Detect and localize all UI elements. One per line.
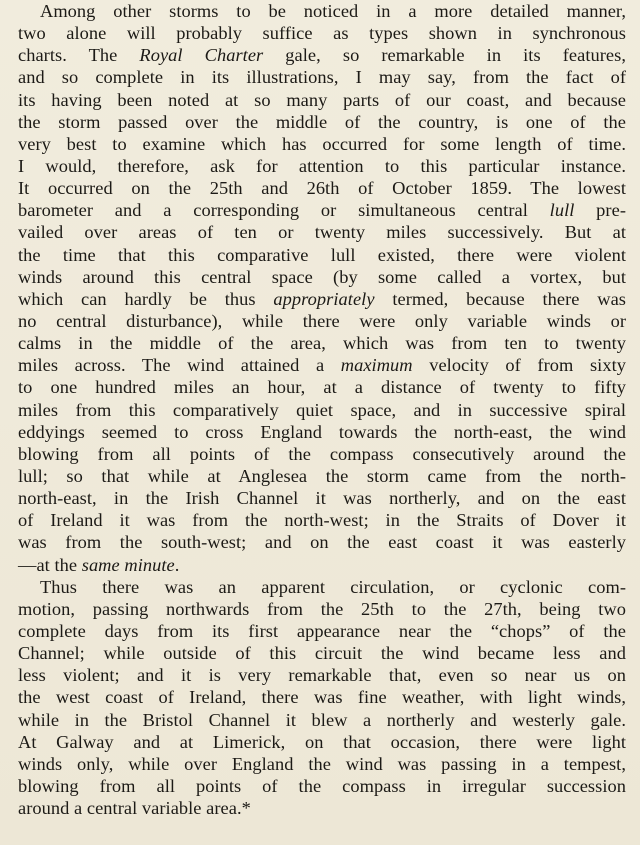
text-line: of Ireland it was from the north-west; in the Straits of Dover it xyxy=(18,510,626,531)
text-line xyxy=(18,199,626,221)
text-line xyxy=(18,44,626,66)
text-line: calms in the middle of the area, which was from ten to twenty xyxy=(18,333,626,354)
text-run: gale, so remarkable in its features, xyxy=(263,45,626,66)
text-line: eddyings seemed to cross England towards the north-east, the wind xyxy=(18,421,626,442)
text-line xyxy=(18,554,626,576)
text-line xyxy=(18,354,626,376)
text-line: very best to examine which has occurred for some length of time. xyxy=(18,133,626,154)
text-run: pre- xyxy=(574,200,626,221)
text-run: —at the xyxy=(18,554,82,575)
text-line: blowing from all points of the compass in irregular succession xyxy=(18,775,626,796)
text-line: around a central variable area.* xyxy=(18,798,251,819)
text-line: miles from this comparatively quiet space, and in successive spiral xyxy=(18,399,626,420)
text-line: Channel; while outside of this circuit the wind became less and xyxy=(18,643,626,664)
text-line: motion, passing northwards from the 25th to the 27th, being two xyxy=(18,598,626,619)
text-run: which can hardly be thus xyxy=(18,288,274,309)
paragraph-2 xyxy=(18,576,626,820)
italic-phrase: appropriately xyxy=(273,288,375,309)
text-line: complete days from its first appearance near the “chops” of the xyxy=(18,620,626,641)
text-run: . xyxy=(174,554,180,575)
text-line: while in the Bristol Channel it blew a northerly and westerly gale. xyxy=(18,709,626,730)
text-line: lull; so that while at Anglesea the storm came from the north- xyxy=(18,465,626,486)
text-line: north-east, in the Irish Channel it was northerly, and on the east xyxy=(18,488,626,509)
text-line: I would, therefore, ask for attention to this particular instance. xyxy=(18,155,626,176)
text-line: At Galway and at Limerick, on that occasion, there were light xyxy=(18,731,626,752)
text-line: two alone will probably suffice as types shown in synchronous xyxy=(18,23,626,44)
text-run: charts. The xyxy=(18,45,140,66)
text-line: winds around this central space (by some called a vortex, but xyxy=(18,266,626,287)
text-run: miles across. The wind attained a xyxy=(18,355,341,376)
text-line: vailed over areas of ten or twenty miles successively. But at xyxy=(18,222,626,243)
paragraph-1 xyxy=(18,0,626,576)
text-block xyxy=(18,0,626,819)
text-line: the time that this comparative lull existed, there were violent xyxy=(18,244,626,265)
text-line: Among other storms to be noticed in a more detailed manner, xyxy=(40,1,626,21)
text-line: no central disturbance), while there were only variable winds or xyxy=(18,310,626,331)
text-line: winds only, while over England the wind was passing in a tempest, xyxy=(18,753,626,774)
text-line: the storm passed over the middle of the country, is one of the xyxy=(18,111,626,132)
text-line: Thus there was an apparent circulation, or cyclonic com- xyxy=(40,576,626,597)
text-run: termed, because there was xyxy=(374,288,627,309)
text-line: to one hundred miles an hour, at a distance of twenty to fifty xyxy=(18,377,626,398)
italic-phrase: maximum xyxy=(340,355,413,376)
text-line: the west coast of Ireland, there was fine weather, with light winds, xyxy=(18,687,626,708)
italic-phrase: Royal Charter xyxy=(139,45,264,66)
text-line: less violent; and it is very remarkable that, even so near us on xyxy=(18,665,626,686)
italic-phrase: lull xyxy=(549,200,575,221)
text-run: velocity of from sixty xyxy=(412,355,626,376)
text-line xyxy=(18,288,626,310)
text-line: blowing from all points of the compass consecutively around the xyxy=(18,443,626,464)
text-line: and so complete in its illustrations, I may say, from the fact of xyxy=(18,67,626,88)
italic-phrase: same minute xyxy=(81,554,175,575)
text-run: barometer and a corresponding or simultaneous central xyxy=(18,200,550,221)
text-line: its having been noted at so many parts of our coast, and because xyxy=(18,89,626,110)
text-line: It occurred on the 25th and 26th of October 1859. The lowest xyxy=(18,178,626,199)
text-line: was from the south-west; and on the east coast it was easterly xyxy=(18,532,626,553)
